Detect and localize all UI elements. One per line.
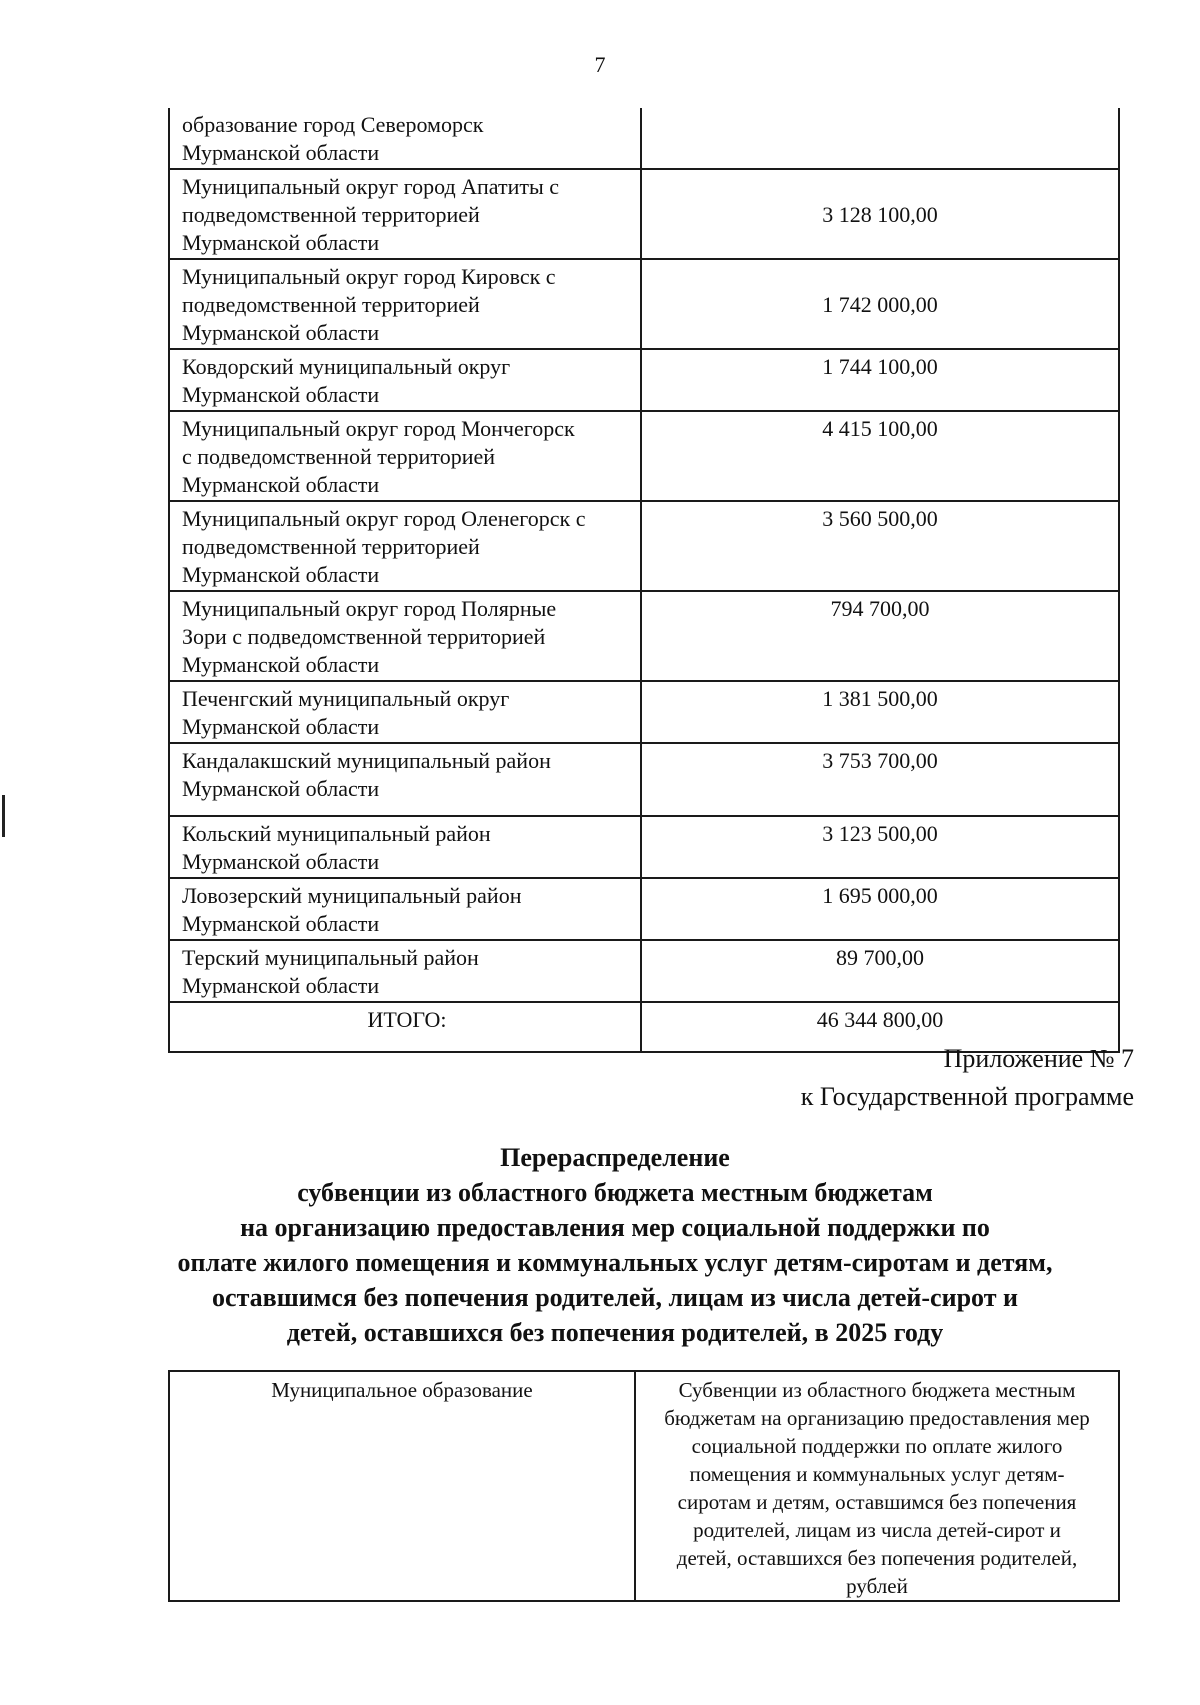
municipality-cell [169,169,641,259]
municipality-name-line: Муниципальный округ город Кировск с [182,264,556,289]
column-header-subsidy [635,1371,1119,1601]
table-row [169,878,1119,940]
municipality-name-line: Муниципальный округ город Полярные [182,596,557,621]
municipality-name-line: Ловозерский муниципальный район [182,883,522,908]
municipality-name-line: Терский муниципальный район [182,945,479,970]
municipality-cell [169,591,641,681]
column-header-line: рублей [846,1574,908,1598]
appendix-number: Приложение № 7 [943,1044,1134,1073]
appendix-reference: к Государственной программе [800,1082,1134,1111]
column-header-line: социальной поддержки по оплате жилого [691,1434,1063,1458]
municipality-name-line: подведомственной территорией [182,202,480,227]
municipality-name-line: Мурманской области [182,320,380,345]
column-header-line: Субвенции из областного бюджета местным [678,1378,1076,1402]
subsidy-table-continued [168,108,1120,1053]
municipality-name-line: Мурманской области [182,140,380,165]
total-label: ИТОГО: [169,1002,641,1052]
column-header-line: бюджетам на организацию предоставления мер [664,1406,1090,1430]
heading-line: на организацию предоставления мер социальной поддержки по [240,1213,990,1242]
municipality-cell [169,940,641,1002]
column-header-line: детей, оставшихся без попечения родителей, [676,1546,1078,1570]
municipality-name-line: Ковдорский муниципальный округ [182,354,511,379]
table-row [169,591,1119,681]
amount-cell: 1 742 000,00 [641,259,1119,349]
amount-cell: 1 744 100,00 [641,349,1119,411]
municipality-cell [169,681,641,743]
subsidy-table-header [168,1370,1120,1602]
municipality-name-line: Мурманской области [182,973,380,998]
municipality-cell [169,108,641,169]
heading-line: субвенции из областного бюджета местным бюджетам [297,1178,933,1207]
municipality-name-line: подведомственной территорией [182,292,480,317]
table-row [169,349,1119,411]
table-row [169,259,1119,349]
column-header-line: сиротам и детям, оставшимся без попечения [677,1490,1077,1514]
municipality-name-line: Мурманской области [182,849,380,874]
municipality-name-line: подведомственной территорией [182,534,480,559]
column-header-line: родителей, лицам из числа детей-сирот и [693,1518,1061,1542]
municipality-name-line: с подведомственной территорией [182,444,496,469]
municipality-name-line: Печенгский муниципальный округ [182,686,510,711]
document-heading [150,1140,1080,1350]
amount-cell [641,108,1119,169]
amount-cell: 1 695 000,00 [641,878,1119,940]
municipality-cell [169,411,641,501]
municipality-name-line: Мурманской области [182,230,380,255]
table-row [169,681,1119,743]
page-number: 7 [594,52,606,77]
table-row [169,108,1119,169]
municipality-name-line: Мурманской области [182,382,380,407]
municipality-name-line: Муниципальный округ город Мончегорск [182,416,575,441]
heading-line: Перераспределение [500,1143,730,1172]
municipality-cell [169,349,641,411]
column-header-line: помещения и коммунальных услуг детям- [689,1462,1065,1486]
municipality-name-line: Кандалакшский муниципальный район [182,748,551,773]
heading-line: оплате жилого помещения и коммунальных услуг детям-сиротам и детям, [177,1248,1053,1277]
municipality-name-line: Кольский муниципальный район [182,821,491,846]
amount-cell: 3 560 500,00 [641,501,1119,591]
amount-cell: 4 415 100,00 [641,411,1119,501]
table-row [169,940,1119,1002]
municipality-name-line: Мурманской области [182,776,380,801]
table-row [169,501,1119,591]
table-row [169,816,1119,878]
municipality-cell [169,743,641,816]
amount-cell: 3 128 100,00 [641,169,1119,259]
heading-line: оставшимся без попечения родителей, лицам из числа детей-сирот и [212,1283,1018,1312]
amount-cell: 1 381 500,00 [641,681,1119,743]
table-header-row [169,1371,1119,1601]
municipality-cell [169,259,641,349]
municipality-name-line: Зори с подведомственной территорией [182,624,546,649]
municipality-name-line: Мурманской области [182,652,380,677]
municipality-cell [169,878,641,940]
municipality-name-line: Муниципальный округ город Апатиты с [182,174,560,199]
municipality-name-line: образование город Североморск [182,112,484,137]
municipality-cell [169,816,641,878]
municipality-cell [169,501,641,591]
municipality-name-line: Мурманской области [182,911,380,936]
scan-artifact-mark [2,795,5,837]
amount-cell: 3 123 500,00 [641,816,1119,878]
heading-line: детей, оставшихся без попечения родителей, в 2025 году [286,1318,944,1347]
total-amount: 46 344 800,00 [641,1002,1119,1052]
municipality-name-line: Муниципальный округ город Оленегорск с [182,506,586,531]
amount-cell: 3 753 700,00 [641,743,1119,816]
table-row [169,411,1119,501]
appendix-note [801,1040,1134,1116]
amount-cell: 794 700,00 [641,591,1119,681]
municipality-name-line: Мурманской области [182,472,380,497]
table-row [169,743,1119,816]
municipality-name-line: Мурманской области [182,714,380,739]
table-row [169,169,1119,259]
municipality-name-line: Мурманской области [182,562,380,587]
amount-cell: 89 700,00 [641,940,1119,1002]
column-header-municipality: Муниципальное образование [169,1371,635,1601]
